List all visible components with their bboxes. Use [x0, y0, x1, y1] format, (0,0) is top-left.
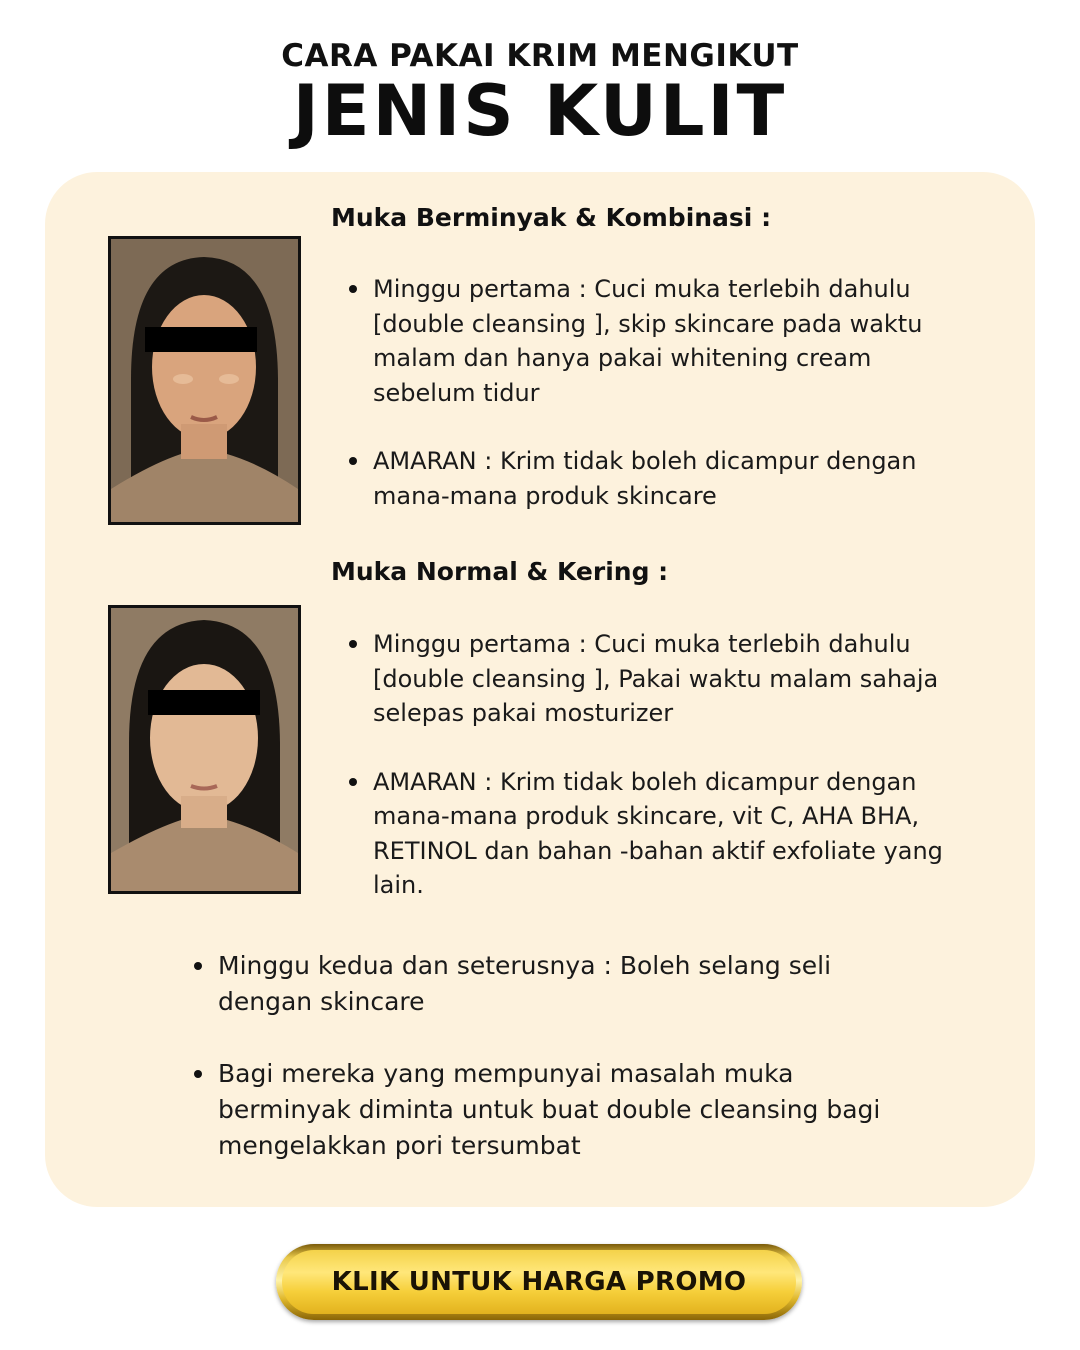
list-item: AMARAN : Krim tidak boleh dicampur dengan mana-mana produk skincare: [373, 444, 963, 513]
promo-price-button-label: KLIK UNTUK HARGA PROMO: [331, 1267, 747, 1297]
section-heading-oily: Muka Berminyak & Kombinasi :: [331, 203, 772, 232]
normal-skin-face-photo: [108, 605, 301, 894]
promo-price-button-face[interactable]: [282, 1250, 796, 1314]
list-item: Minggu pertama : Cuci muka terlebih dahulu [double cleansing ], Pakai waktu malam sahaja selepas pakai mosturizer: [373, 627, 963, 731]
oily-skin-instructions: [373, 272, 963, 513]
page-title: JENIS KULIT: [292, 70, 788, 152]
page-subtitle: CARA PAKAI KRIM MENGIKUT: [281, 38, 799, 74]
list-item: AMARAN : Krim tidak boleh dicampur dengan mana-mana produk skincare, vit C, AHA BHA, RETINOL dan bahan -bahan aktif exfoliate yang lain.: [373, 765, 963, 903]
oily-skin-face-photo: [108, 236, 301, 525]
face-illustration: [111, 608, 298, 891]
list-item: Minggu kedua dan seterusnya : Boleh selang seli dengan skincare: [218, 948, 898, 1020]
list-item: Minggu pertama : Cuci muka terlebih dahulu [double cleansing ], skip skincare pada waktu malam dan hanya pakai whitening cream sebelum tidur: [373, 272, 963, 410]
face-illustration: [111, 239, 298, 522]
section-heading-normal-dry: Muka Normal & Kering :: [331, 557, 669, 586]
general-notes-list: [218, 948, 898, 1164]
normal-dry-skin-instructions: [373, 627, 963, 903]
promo-price-button[interactable]: [276, 1244, 802, 1320]
list-item: Bagi mereka yang mempunyai masalah muka berminyak diminta untuk buat double cleansing bagi mengelakkan pori tersumbat: [218, 1056, 898, 1164]
